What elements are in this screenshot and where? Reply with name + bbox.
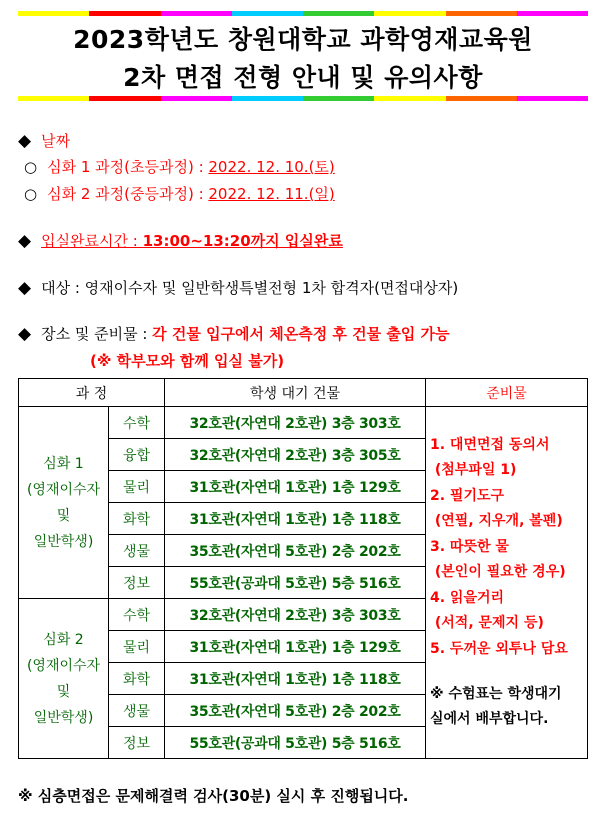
subject-cell: 수학 xyxy=(109,407,165,439)
stripe-segment xyxy=(232,11,303,16)
place-line: ◆ 장소 및 준비물 : 각 건물 입구에서 체온측정 후 건물 출입 가능 xyxy=(18,324,450,344)
circle-bullet-icon: ○ xyxy=(24,158,38,176)
course-group-cell xyxy=(19,599,109,759)
diamond-bullet-icon: ◆ xyxy=(18,278,32,298)
subject-cell: 화학 xyxy=(109,503,165,535)
date-heading: ◆ 날짜 xyxy=(18,131,71,151)
building-cell: 31호관(자연대 1호관) 1층 129호 xyxy=(165,631,426,663)
subject-cell: 물리 xyxy=(109,631,165,663)
top-color-stripe xyxy=(18,11,588,16)
table-row xyxy=(19,407,588,439)
stripe-segment xyxy=(232,96,303,101)
course2-date: ○ 심화 2 과정(중등과정) : 2022. 12. 11.(일) xyxy=(24,185,335,203)
course-group-line: 심화 2 xyxy=(43,631,84,648)
course-group-line: 심화 1 xyxy=(43,455,84,472)
prep-item: 1. 대면면접 동의서 xyxy=(430,436,550,453)
stripe-segment xyxy=(89,96,160,101)
prep-item: (연필, 지우개, 볼펜) xyxy=(430,513,563,530)
prep-item: 3. 따뜻한 물 xyxy=(430,538,509,555)
building-cell: 55호관(공과대 5호관) 5층 516호 xyxy=(165,567,426,599)
bottom-color-stripe xyxy=(18,96,588,101)
stripe-segment xyxy=(18,96,89,101)
stripe-segment xyxy=(89,11,160,16)
course-header: 과 정 xyxy=(19,379,165,407)
prep-item: 5. 두꺼운 외투나 담요 xyxy=(430,640,568,657)
building-cell: 32호관(자연대 2호관) 3층 305호 xyxy=(165,439,426,471)
course-group-line: 및 xyxy=(56,507,71,524)
building-cell: 35호관(자연대 5호관) 2층 202호 xyxy=(165,695,426,727)
prep-item: (본인이 필요한 경우) xyxy=(430,564,566,581)
stripe-segment xyxy=(374,11,445,16)
subject-cell: 화학 xyxy=(109,663,165,695)
building-cell: 32호관(자연대 2호관) 3층 303호 xyxy=(165,407,426,439)
course1-date: ○ 심화 1 과정(초등과정) : 2022. 12. 10.(토) xyxy=(24,158,335,176)
stripe-segment xyxy=(517,96,588,101)
subject-cell: 정보 xyxy=(109,727,165,759)
checkin-time: ◆ 입실완료시간 : 13:00~13:20까지 입실완료 xyxy=(18,231,343,251)
subject-cell: 생물 xyxy=(109,535,165,567)
stripe-segment xyxy=(303,11,374,16)
diamond-bullet-icon: ◆ xyxy=(18,231,32,251)
diamond-bullet-icon: ◆ xyxy=(18,324,32,344)
course-group-cell xyxy=(19,407,109,599)
prep-note-line: 실에서 배부합니다. xyxy=(430,711,549,728)
stripe-segment xyxy=(18,11,89,16)
stripe-segment xyxy=(517,11,588,16)
building-cell: 35호관(자연대 5호관) 2층 202호 xyxy=(165,535,426,567)
target-line: ◆ 대상 : 영재이수자 및 일반학생특별전형 1차 합격자(면접대상자) xyxy=(18,278,459,298)
page-title-line1: 2023학년도 창원대학교 과학영재교육원 xyxy=(73,25,533,54)
building-cell: 31호관(자연대 1호관) 1층 118호 xyxy=(165,663,426,695)
stripe-segment xyxy=(446,96,517,101)
prep-item: (서적, 문제지 등) xyxy=(430,615,544,632)
stripe-segment xyxy=(161,11,232,16)
subject-cell: 물리 xyxy=(109,471,165,503)
stripe-segment xyxy=(446,11,517,16)
prep-note-line: ※ 수험표는 학생대기 xyxy=(430,686,562,703)
prep-item: 4. 읽을거리 xyxy=(430,589,505,606)
prep-item: 2. 필기도구 xyxy=(430,487,505,504)
building-cell: 31호관(자연대 1호관) 1층 118호 xyxy=(165,503,426,535)
stripe-segment xyxy=(161,96,232,101)
stripe-segment xyxy=(303,96,374,101)
prep-items-cell xyxy=(426,407,588,759)
building-cell: 32호관(자연대 2호관) 3층 303호 xyxy=(165,599,426,631)
parent-notice: (※ 학부모와 함께 입실 불가) xyxy=(90,352,285,370)
course-group-line: 및 xyxy=(56,683,71,700)
circle-bullet-icon: ○ xyxy=(24,185,38,203)
building-header: 학생 대기 건물 xyxy=(165,379,426,407)
footer-note: ※ 심층면접은 문제해결력 검사(30분) 실시 후 진행됩니다. xyxy=(18,787,409,805)
course-group-line: 일반학생) xyxy=(33,533,94,550)
subject-cell: 정보 xyxy=(109,567,165,599)
stripe-segment xyxy=(374,96,445,101)
course-group-line: (영재이수자 xyxy=(26,657,101,674)
course-group-line: (영재이수자 xyxy=(26,481,101,498)
page-title-line2: 2차 면접 전형 안내 및 유의사항 xyxy=(123,63,483,92)
course-group-line: 일반학생) xyxy=(33,709,94,726)
waiting-room-table xyxy=(18,378,588,759)
prep-header: 준비물 xyxy=(426,379,588,407)
building-cell: 31호관(자연대 1호관) 1층 129호 xyxy=(165,471,426,503)
prep-note xyxy=(430,682,587,732)
building-cell: 55호관(공과대 5호관) 5층 516호 xyxy=(165,727,426,759)
diamond-bullet-icon: ◆ xyxy=(18,131,32,151)
subject-cell: 생물 xyxy=(109,695,165,727)
prep-item: (첨부파일 1) xyxy=(430,462,517,479)
subject-cell: 융합 xyxy=(109,439,165,471)
subject-cell: 수학 xyxy=(109,599,165,631)
